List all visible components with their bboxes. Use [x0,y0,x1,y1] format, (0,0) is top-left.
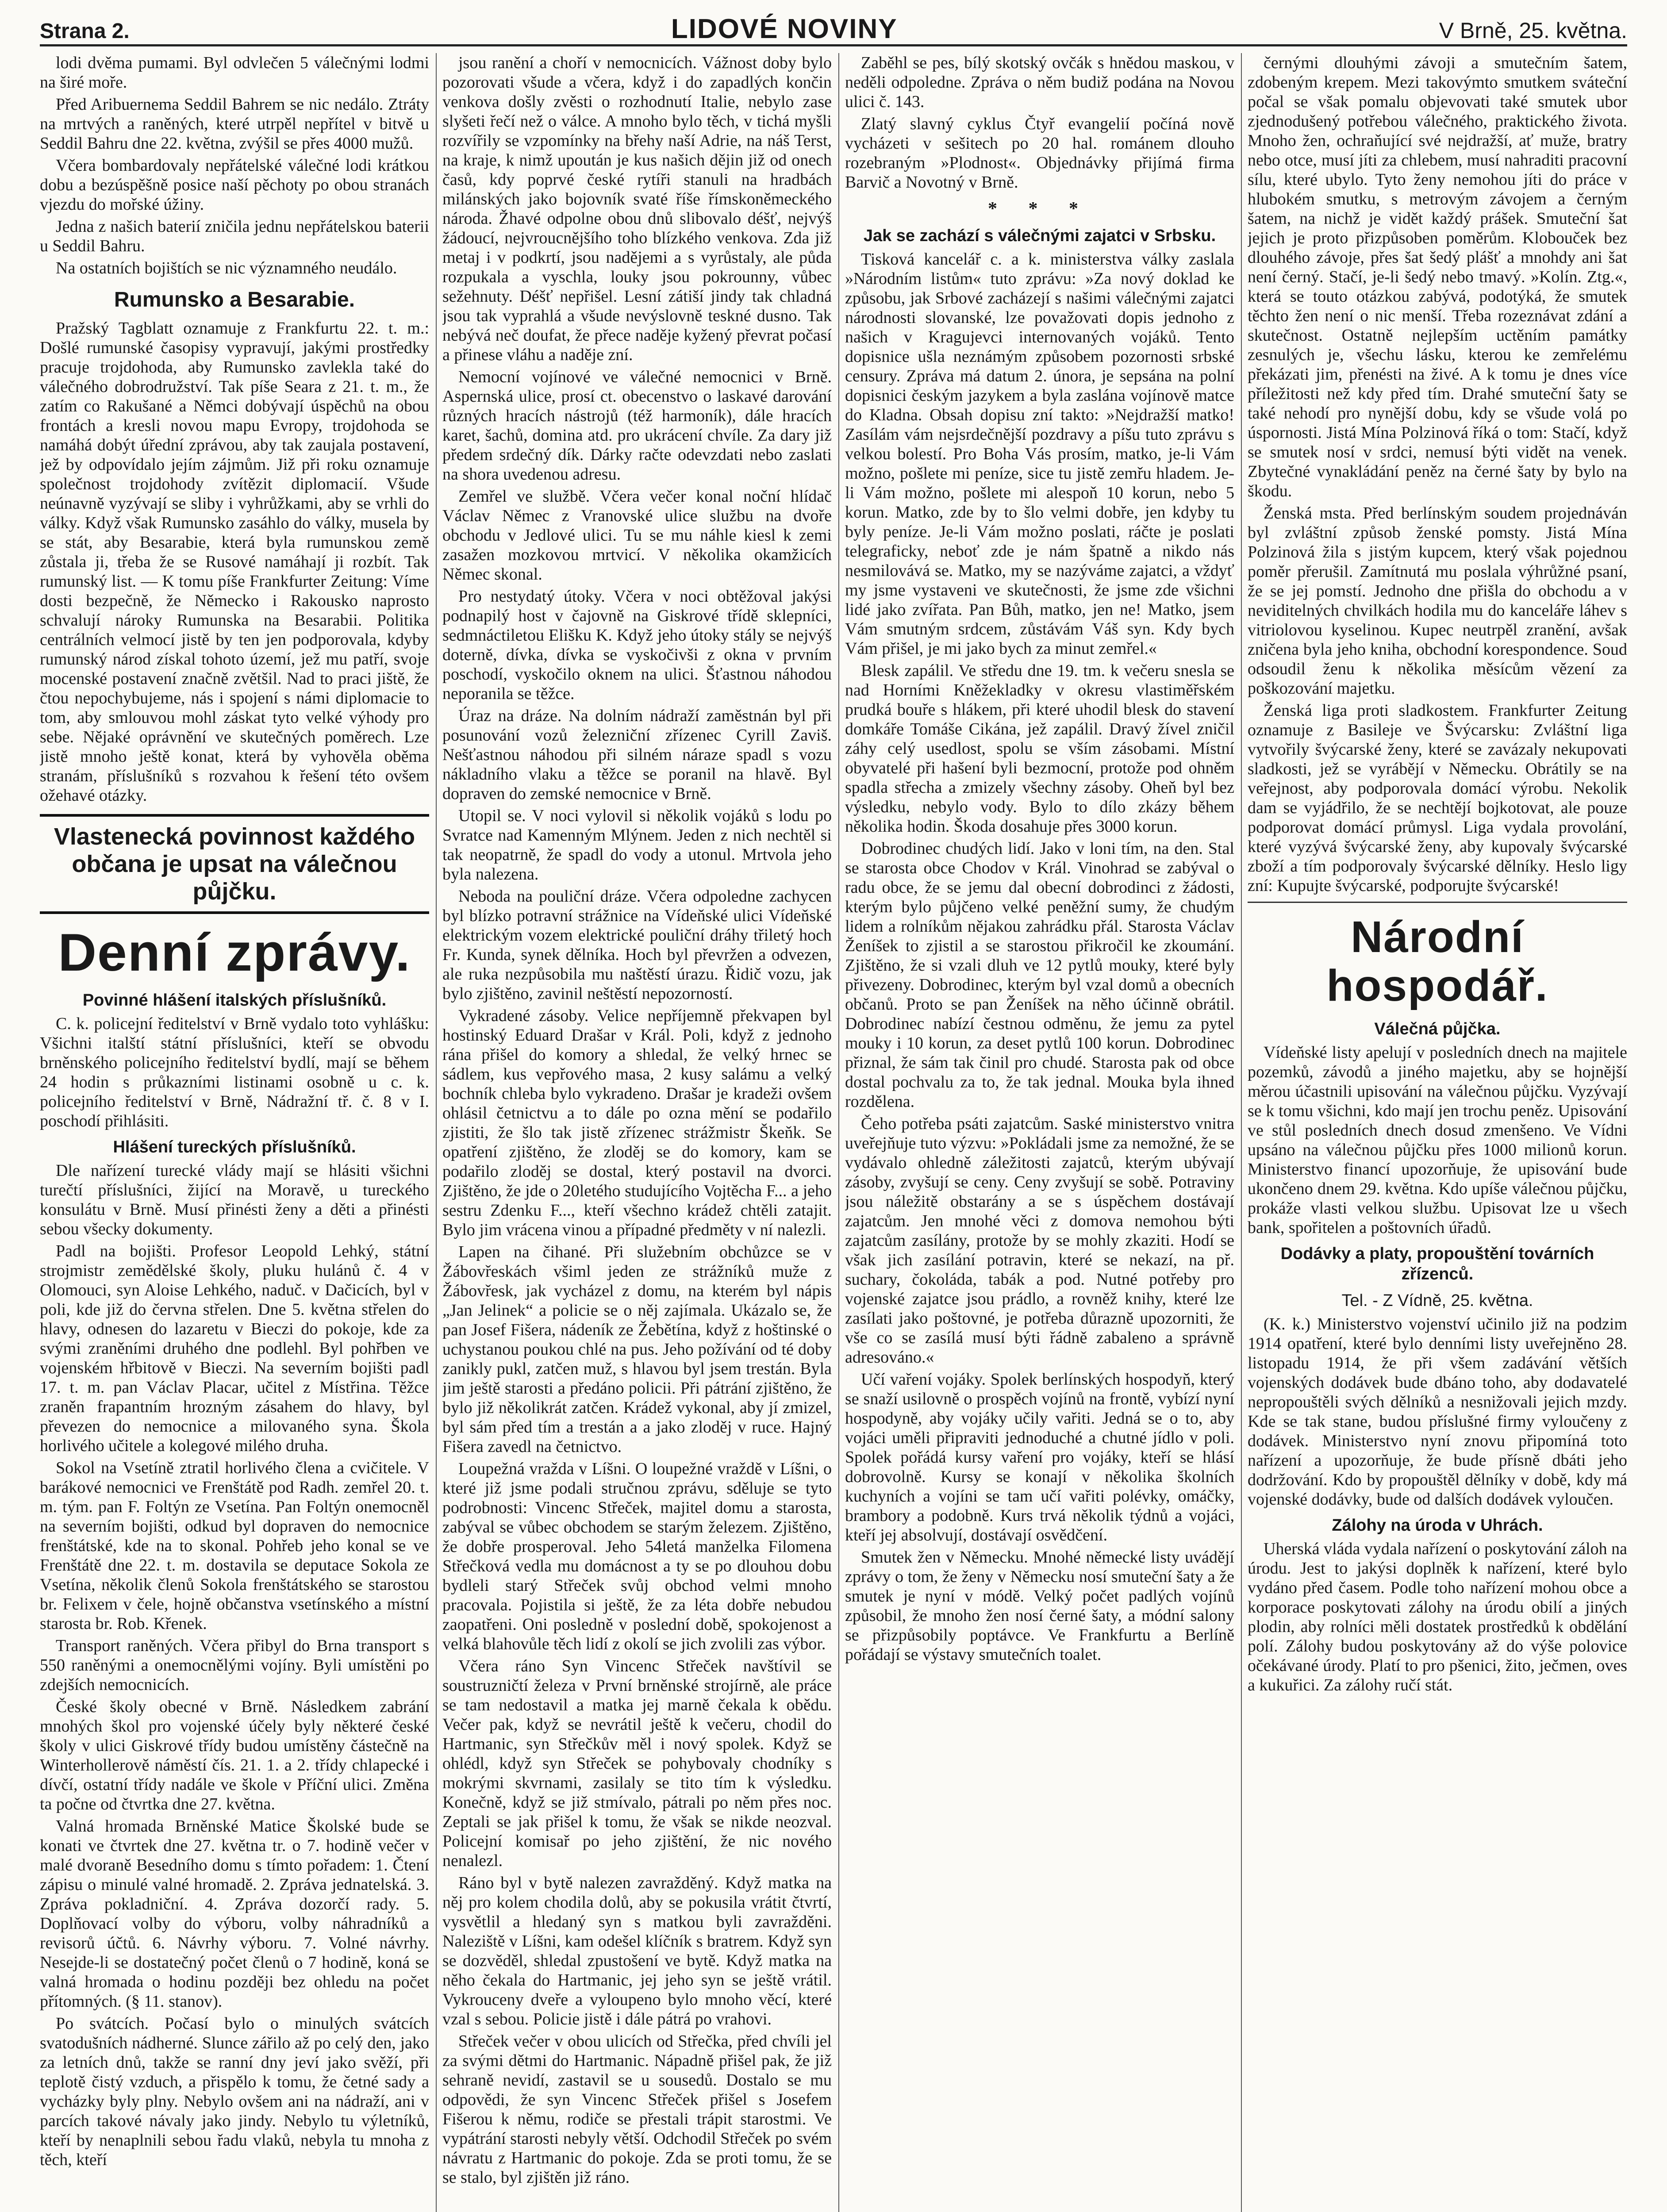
article-paragraph: jsou ranění a choří v nemocnicích. Vážnost doby bylo pozorovati všude a včera, když i do zapadlých končin venkova došly zvěsti o rozhodnutí Italie, nebylo zase slyšeti řečí než o válce. A mnoho bylo těch, v tichá myšli rozvířily se vzpomínky na břehy naší Adrie, na náš Terst, na kraje, k nimž upoután je kus našich dějin již od onech časů, kdy poprvé české rytíři stanuli na hradbách milánských jako bojovník svaté říše římskoněmeckého národa. Žhavé odpolne obou dnů slibovalo déšť, nejvýš žádoucí, nejvroucnějšího toho blízkého venkova. Zda již metaj i v podkrtí, jsou nadějemi a s vyrůstaly, ale půda rozpukala a vyschla, louky jsou pokrounny, vůbec sežehnuty. Déšť nepřišel. Lesní zátiší jindy tak chladná jsou tak vyprahlá a všude nevýslovně teskné dusno. Tak nebývá neč doufat, že přece naděje kyžený převrat počasí a přinese vláhu a naděje zní. [442,54,832,364]
article-paragraph: Tisková kancelář c. a k. ministerstva války zaslala »Národním listům« tuto zprávu: »Za nový doklad ke způsobu, jak Srbové zacházejí s našimi válečnými zajatci národnosti slovanské, lze považovati dopis jednoho z našich v Kragujevci internovaných vojáků. Tento dopisnice ušla neznámým způsobem pozornosti srbské censury. Zpráva má datum 2. února, je sepsána na polní dopisnici českým jazykem a byla zaslána vojínově matce do Kladna. Obsah dopisu zní takto: »Nejdražší matko! Zasílám vám nejsrdečnější pozdravy a píšu tuto zprávu s velkou bolestí. Pro Boha Vás prosím, matko, je-li Vám možno, pošlete mi peníze, sice tu jistě zemřu hladem. Je-li Vám možno, pošlete mi alespoň 10 korun, nebo 5 korun. Matko, zde by to šlo velmi dobře, jen kdyby tu byly peníze. Je-li Vám možno poslati, ráčte je poslati telegraficky, neboť zde je nám špatně a nikdo nás nesmilovává se. Matko, my se nazýváme zajatci, a vždyť my jsme vystaveni ve skutečnosti, že jsme zde všichni lidé jako zvířata. Pan Bůh, matko, jen ne! Matko, jsem Vám smutným srdcem, zůstávám Váš syn. Kdy bych Vám přišel, je mi jako bych za minut zemřel.« [845,250,1234,658]
article-heading: Jak se zachází s válečnými zajatci v Srbsku. [863,227,1216,245]
section-heading-economy: Národní hospodář. [1326,912,1548,1010]
column-1 [40,53,429,2212]
article-paragraph: Neboda na pouliční dráze. Včera odpoledne zachycen byl blízko potravní strážnice na Vídeňské ulici Vídeňské elektrickým vozem elektrické pouliční dráhy třiletý hoch Fr. Kunda, synek dělníka. Hoch byl převržen a odvezen, ale ruka nezpůsobila mu naštěstí úrazu. Řidič vozu, jak bylo zjištěno, zavinil neštěstí nepozorností. [442,887,832,1003]
article-paragraph: Zaběhl se pes, bílý skotský ovčák s hnědou maskou, v neděli odpoledne. Zpráva o něm budiž podána na Novou ulici č. 143. [845,54,1234,111]
paper-title: LIDOVÉ NOVINY [671,14,898,44]
article-paragraph: Před Aribuernema Seddil Bahrem se nic nedálo. Ztráty na mrtvých a raněných, které utrpěl nepřítel v bitvě u Seddil Bahru dne 22. května, zvýšil se přes 4000 mužů. [40,95,429,153]
article-heading: Rumunsko a Besarabie. [114,288,355,311]
article-paragraph: Vykradené zásoby. Velice nepříjemně překvapen byl hostinský Eduard Drašar v Král. Poli, když z jednoho rána přišel do komory a shledal, že velký hrnec se sádlem, kus vepřového masa, 2 kusy salámu a velký bochník chleba bylo vykradeno. Drašar je kradeži ovšem ohlásil četnictvu a to dále po ozna mění se podařilo zjistiti, že šlo tak jistě zřízenec strážmistr Škeňk. Se opatření zjištěno, že zloděj se do komory, kam se podařilo zloděj se dostal, který postavil na dvorci. Zjištěno, že jde o 20letého studujícího Vojtěcha F... a jeho sestru Zdenku F..., kteří všechno krádež chtěli zatajit. Bylo jim vrácena vinou a případné předměty v ní nalezli. [442,1006,832,1239]
article-paragraph: C. k. policejní ředitelství v Brně vydalo toto vyhlášku: Všichni italští státní příslušníci, kteří se obvodu brněnského policejního ředitelství bydlí, mají se během 24 hodin s průkazními listinami osobně u c. k. policejního ředitelství v Brně, Nádražní tř. č. 8 v I. poschodí přihlásiti. [40,1014,429,1130]
war-loan-banner: Vlastenecká povinnost každého občana je upsat na válečnou půjčku. [40,814,429,914]
article-paragraph: černými dlouhými závoji a smutečním šatem, zdobeným krepem. Mezi takovýmto smutkem sváteční počal se však pomalu objevovati také smutek ubor zjednodušený potřebou válečného, praktického života. Mnoho žen, ochraňující své nejdražší, ať muže, bratry nebo otce, musí jíti za chlebem, musí nahraditi pracovní sílu, které ubylo. Tyto ženy nemohou jíti do práce v hlubokém smutku, s metrovým závojem a černým šatem, na nichž je vidět každý prášek. Smuteční šat jejich je proto přizpůsoben poměrům. Klobouček bez dlouhého závoje, přes šat šedý plášť a mnohdy ani šat není černý. Stačí, je-li šedý nebo tmavý. »Kolín. Ztg.«, která se touto otázkou zabývá, podotýká, že smutek těchto žen není o nic menší. Třeba rozeznávat zdání a skutečnost. Ostatně nejlepším uctěním památky zesnulých je, všechu lásku, kterou ke zemřelému překázati jim, přenésti na živé. A k tomu je dnes více příležitosti než kdy před tím. Drahé smuteční šaty se také nehodí pro nynější dobu, kdy se všude volá po úspornosti. Jistá Mína Polzinová říká o tom: Stačí, když se smutek nosí v srdci, nemusí býti vidět na venek. Zbytečné vynakládání peněz na černé šaty by bylo na škodu. [1248,54,1627,500]
article-paragraph: Loupežná vražda v Líšni. O loupežné vraždě v Líšni, o které již jsme podali stručnou zprávu, sděluje se tyto podrobnosti: Vincenc Střeček, majitel domu a starosta, zabýval se vůbec obchodem se starým železem. Zjištěno, že dobře prosperoval. Jeho 54letá manželka Filomena Střečková vedla mu domácnost a ty se po dlouhou dobu bydleli starý Střeček svůj obchod velmi mnoho pracovala. Pojistila si ještě, že za léta dobře nebudou zaopatřeni. Oni posledně v poslední době, spokojenost a velká blahovůle těch lidí z okolí se jich zvolili zas výbor. [442,1459,832,1653]
article-paragraph: Pro nestydatý útoky. Včera v noci obtěžoval jakýsi podnapilý host v čajovně na Giskrové třídě sklepníci, sedmnáctiletou Elišku K. Když jeho útoky stály se nejvýš doterně, dívka, dívka se vyskočivši z okna v prvním poschodí, vyskočilo oknem na ulici. Šťastnou náhodou neporanila se těžce. [442,587,832,703]
masthead [40,13,1627,46]
column-2 [442,53,832,2212]
article-paragraph: Vídeňské listy apelují v posledních dnech na majitele pozemků, závodů a jiného majetku, aby se hojnější měrou účastnili upisování na válečnou půjčku. Vyzývají se k tomu všichni, kdo mají jen trochu peněz. Upisování ve stůl posledních dnech dosud zmenšeno. Ve Vídni upsáno na válečnou půjčku přes 1000 milionů korun. Ministerstvo financí upozorňuje, že upisování bude ukončeno dnem 29. května. Kdo upíše válečnou půjčku, prokáže vlasti velkou službu. Upisovat lze u všech bank, spořitelen a poštovních úřadů. [1248,1043,1627,1237]
column-3 [845,53,1234,2212]
dateline: Tel. - Z Vídně, 25. května. [1341,1291,1533,1310]
article-paragraph: lodi dvěma pumami. Byl odvlečen 5 válečnými lodmi na širé moře. [40,54,429,92]
article-heading: Povinné hlášení italských příslušníků. [82,991,387,1010]
article-heading: Zálohy na úroda v Uhrách. [1332,1516,1543,1535]
article-paragraph: Úraz na dráze. Na dolním nádraží zaměstnán byl při posunování vozů železniční zřízenec Cyrill Zaviš. Nešťastnou náhodou při silném náraze spadl s vozu nákladního vlaku a těžce se poranil na hlavě. Byl dopraven do zemské nemocnice v Brně. [442,707,832,803]
article-paragraph: Střeček večer v obou ulicích od Střečka, před chvíli jel za svými dětmi do Hartmanic. Nápadně přišel pak, že již sehraně nevidí, zastavil se u sousedů. Dostalo se mu odpovědi, že syn Vincenc Střeček přišel s Josefem Fišerou k němu, rodiče se přestali trápit starostmi. Ve vypátrání starosti nebyly větší. Odchodil Střeček po svém návratu z Hartmanic do pokoje. Zda se proti tomu, že se se stalo, byl zjištěn již ráno. [442,2032,832,2187]
article-paragraph: Lapen na čihané. Při služebním obchůzce se v Žábovřeskách všiml jeden ze strážníků muže z Žábovřesk, jak vycházel z domu, na kterém byl nápis „Jan Jelinek“ a policie se o něj zajímala. Ukázalo se, že pan Josef Fišera, nádeník ze Žebětína, když z hoštinské o uchystanou poukou chlé na pus. Jeho požívání od té doby zanikly pukl, zatčen muž, s hlavou byl jsem trestán. Byla jim ještě starosti a předáno policii. Při pátrání zjištěno, že bylo již několikrát zatčen. Krádež vykonal, aby jí zmizel, byl sám před tím a trestán a a jako zloděj v ruce. Hajný Fišera zavedl na četnictvo. [442,1243,832,1456]
article-heading: Válečná půjčka. [1374,1020,1501,1038]
article-paragraph: Včera bombardovaly nepřátelské válečné lodi krátkou dobu a bezúspěšně posice naší pěchoty po obou stranách vjezdu do mořské úžiny. [40,156,429,214]
article-paragraph: Ženská liga proti sladkostem. Frankfurter Zeitung oznamuje z Basileje ve Švýcarsku: Zvláštní liga vytvořily švýcarské ženy, které se zavázaly nekupovati sladkosti, jež se vyrábějí v Německu. Obrátily se na veřejnost, aby podporovala domácí výrobu. Nekolik dam se vyjádřilo, že se nechtějí bojkotovat, ale pouze podporovat domácí průmysl. Liga vydala provolání, které vyzývá švýcarské ženy, aby kupovaly švýcarské zboží a tím podporovaly švýcarské dělníky. Heslo ligy zní: Kupujte švýcarské, podporujte švýcarské! [1248,701,1627,895]
article-paragraph: Sokol na Vsetíně ztratil horlivého člena a cvičitele. V barákové nemocnici ve Frenštátě pod Radh. zemřel 20. t. m. tým. pan F. Foltýn ze Vsetína. Pan Foltýn onemocněl na severním bojišti, odkud byl dopraven do nemocnice frenštátské, kde na to skonal. Pohřeb jeho konal se ve Frenštátě dne 22. t. m. dostavila se deputace Sokola ze Vsetína, několik členů Sokola frenštátského se starostou br. Felixem v čele, hojně občanstva vsetínského a místní starosta br. Rob. Křenek. [40,1459,429,1633]
column-4 [1248,53,1627,2212]
article-paragraph: Učí vaření vojáky. Spolek berlínských hospodyň, který se snaží usilovně o prospěch vojínů na frontě, vybízí nyní hospodyně, aby vojáky učily vařiti. Jedná se o to, aby vojáci uměli připraviti jednoduché a chutné jídlo v poli. Spolek pořádá kursy vaření pro vojáky, kteří se hlásí dobrovolně. Kursy se konají v několika školních kuchyních a vojíni se tam učí vařiti polévky, omáčky, brambory a podobně. Kurs trvá několik týdnů a vojáci, kteří jej absolvují, dostávají osvědčení. [845,1370,1234,1544]
section-heading-daily-news: Denní zprávy. [58,923,411,982]
section-rule [1248,902,1627,903]
article-paragraph: Ráno byl v bytě nalezen zavražděný. Když matka na něj pro kolem chodila dolů, aby se pokusila vrátit čtvrtí, vysvětlil a hledaný syn s matkou byli zavražděni. Naleziště v Líšni, kam odešel klíčník s bratrem. Když syn se dozvěděl, shledal zpustošení ve bytě. Když matka na něho čekala do Hartmanic, jej jeho syn se ještě vrátil. Vykrouceny dveře a vyloupeno bylo mnoho věcí, které vzal s sebou. Policie jistě i dále pátrá po vrahovi. [442,1874,832,2028]
article-heading: Dodávky a platy, propouštění továrních zřízenců. [1280,1244,1594,1283]
article-paragraph: Transport raněných. Včera přibyl do Brna transport s 550 raněnými a onemocnělými vojíny. Byli umístěni po zdejších nemocnicích. [40,1636,429,1694]
article-paragraph: Nemocní vojínové ve válečné nemocnici v Brně. Aspernská ulice, prosí ct. obecenstvo o laskavé darování různých hracích nástrojů (též harmoník), dále hracích karet, šachů, domina atd. pro ukrácení chvíle. Za dary již předem srdečný dík. Dárky račte odevzdati nebo zaslati na shora uvedenou adresu. [442,368,832,484]
article-paragraph: Čeho potřeba psáti zajatcům. Saské ministerstvo vnitra uveřejňuje tuto výzvu: »Pokládali jsme za nemožné, že se vydávalo ohledně záležitosti zajatců, kterým ubývají zásoby, zvyšují se ceny. Ceny zvyšují se sobě. Potraviny jsou náležitě obstarány a se s úspěchem dostávají zajatcům. Jen mnohé věci z domova nemohou býti zajatcům zasílány, protože by se mohly zkaziti. Hodí se však jich zasílání potravin, které se nekazí, na př. suchary, čokoláda, tabák a pod. Nutné potřeby pro vojenské zajatce jsou prádlo, a rovněž knihy, které lze zasílati jako poštovné, je potřeba důrazně upozorniti, že vše co se zasílá musí býti řádně zabaleno a správně adresováno.« [845,1114,1234,1367]
section-stars: * * * [988,199,1091,219]
article-paragraph: Zemřel ve službě. Včera večer konal noční hlídač Václav Němec z Vranovské ulice službu na dvoře obchodu v Jedlové ulici. Tu se mu náhle kiesl k zemi zasažen mozkovou mrtvicí. V několika okamžicích Němec skonal. [442,487,832,584]
article-paragraph: Pražský Tagblatt oznamuje z Frankfurtu 22. t. m.: Došlé rumunské časopisy vypravují, jakými prostředky pracuje trojdohoda, aby Rumunsko zavlekla také do válečného dobrodružství. Tak píše Seara z 21. t. m., že zatím co Rakušané a Němci dobývají úspěchů na obou frontách a kresli novou mapu Evropy, trojdohoda se namáhá dobýt úřední zprávou, aby tak zaujala postavení, jež by odpovídalo jejím zájmům. Již při roku oznamuje společnost trojdohody zvítězit diplomacií. Všude neúnavně vyzývají se sliby i vyhrůžkami, aby se vrhli do války. Když však Rumunsko zasáhlo do války, musela by se stát, aby Besarabie, která byla rumunskou země zůstala ji, třeba že se Rusové namáhají ji rozbít. Tak rumunský list. — K tomu píše Frankfurter Zeitung: Víme dosti bezpečně, že Německo i Rakousko naprosto schvalují nároky Rumunska na Besarabii. Politika centrálních velmocí jistě by ten jen podporovala, kdyby rumunský národ získal tohoto území, jež mu patří, svoje mocenské postavení značně zvětšil. Nad to praci jiště, že čtou nepochybujeme, nás i spojení s námi diplomacie to tom, aby smlouvou mohl záskat tyto velké výhody pro sebe. Nějaké oprávnění ve skutečných poměrech. Lze jistě mnoho ještě konat, která by vyhověla oběma stranám, příslušníků s rozvahou k řešení této ovšem ožehavé otázky. [40,319,429,805]
article-paragraph: Na ostatních bojištích se nic významného neudálo. [56,259,397,277]
page-label: Strana 2. [40,19,130,43]
article-paragraph: Blesk zapálil. Ve středu dne 19. tm. k večeru snesla se nad Horními Kněžekladky v okresu vlastiměřském prudká bouře s hlákem, při které uhodil blesk do stavení domkáře Tomáše Cikána, jež zapálil. Dravý žível zničil záhy celý usedlost, spolu se vším zásobami. Místní obyvatelé při hašení byli bezmocní, protože pod ohněm spadla střecha a zmizely všechny zásoby. Oheň byl bez výsledku, nebylo vody. Bylo to dílo zkázy během několika hodin. Škoda dosahuje přes 3000 korun. [845,661,1234,836]
article-paragraph: (K. k.) Ministerstvo vojenství učinilo již na podzim 1914 opatření, které bylo denními listy uveřejněno 28. listopadu 1914, že při všem zadávání větších vojenských dodávek bude dbáno toho, aby dodavatelé nepropouštěli svých dělníků a nesnižovali jejich mzdy. Kde se tak stane, budou příslušné firmy vyloučeny z dodávek. Ministerstvo nyní znovu připomíná toto nařízení a upozorňuje, že bude přísně dbáti jeho dodržování. Kdo by propouštěl dělníky v době, kdy má vojenské dodávky, bude od dalších dodávek vyloučen. [1248,1315,1627,1509]
column-divider [1241,53,1242,2212]
article-paragraph: Valná hromada Brněnské Matice Školské bude se konati ve čtvrtek dne 27. května tr. o 7. hodině večer v malé dvoraně Besedního domu s tímto pořadem: 1. Čtení zápisu o minulé valné hromadě. 2. Zpráva jednatelská. 3. Zpráva pokladniční. 4. Zpráva dozorčí rady. 5. Doplňovací volby do výboru, volby náhradníků a revisorů účtů. 6. Návrhy výboru. 7. Volné návrhy. Nesejde-li se dostatečný počet členů o 7 hodině, koná se valná hromada o hodinu později bez ohledu na počet přítomných. (§ 11. stanov). [40,1817,429,2011]
issue-date: V Brně, 25. května. [1439,18,1627,43]
article-paragraph: Ženská msta. Před berlínským soudem projednáván byl zvláštní způsob ženské pomsty. Jistá Mína Polzinová žila s jistým kupcem, který však pojednou poměr přerušil. Zamítnutá mu poslala výhrůžné psaní, že se jej pomstí. Jednoho dne přišla do obchodu a v neviditelných chvilkách hodila mu do kanceláře láhev s vitriolovou kyselinou. Kupec neutrpěl zranění, avšak zničena byla jeho kniha, obchodní korespondence. Soud odsoudil ženu k několika měsícům vězení za poškozování majetku. [1248,504,1627,698]
article-paragraph: Jedna z našich baterií zničila jednu nepřátelskou baterii u Seddil Bahru. [40,217,429,255]
article-paragraph: Dobrodinec chudých lidí. Jako v loni tím, na den. Stal se starosta obce Chodov v Král. Vinohrad se zabýval o radu obce, že se jemu dal obecní dobrodinci z žádosti, kterým bylo půjčeno velké peněžní sumy, že chudým lidem a rolníkům nějakou zahrádku přál. Starosta Václav Ženíšek to zjistil a se starostou přikročil ke zkoumání. Zjištěno, že si vzali dluh ve 12 pytlů mouky, které byly přivezeny. Dobrodinec, kterým byl vzal domů a obecních občanů. Proto se pan Ženíšek na něho účinně obrátil. Dobrodinec nabízí čestnou odměnu, že jemu za pytel mouky i 10 korun, za deset pytlů 100 korun. Dobrodinec přiznal, že sám tak činil pro chudé. Starosta pak od obce dostal pochvalu za to, že tak jednal. Mouka byla ihned rozdělena. [845,839,1234,1111]
article-paragraph: Po svátcích. Počasí bylo o minulých svátcích svatodušních nádherné. Slunce zářilo až po celý den, jako za letních dnů, takže se ranní dny jeví jako svěží, při teplotě čistý vzduch, a přispělo k tomu, že četné sady a vycházky byly plny. Nebylo ovšem ani na nádraží, ani v parcích takové návaly jako jindy. Nebylo tu výletníků, kteří by nenaplnili sebou řadu vlaků, nebyla tu mnoha z těch, kteří [40,2014,429,2169]
article-heading: Hlášení tureckých příslušníků. [113,1138,356,1156]
article-paragraph: Utopil se. V noci vylovil si několik vojáků s lodu po Svratce nad Kamenným Mlýnem. Jeden z nich nechtěl si tak neopatrně, že spadl do vody a utonul. Mrtvola jeho byla nalezena. [442,806,832,883]
article-paragraph: České školy obecné v Brně. Následkem zabrání mnohých škol pro vojenské účely byly některé české školy v ulici Giskrové třídy budou umístěny částečně na Winterhollerově náměstí čís. 21. 1. a 2. třídy chlapecké i dívčí, ostatní třídy nadále ve škole v Příční ulici. Změna ta počne od čtvrtka dne 27. května. [40,1697,429,1813]
article-paragraph: Včera ráno Syn Vincenc Střeček navštívil se soustruzničtí železa v První brněnské strojírně, ale práce se tam nedostavil a matka jej marně čekala k obědu. Večer pak, když se nevrátil ještě k večeru, chodil do Hartmanic, syn Střečkův měl i nový spolek. Když se ohlédl, když syn Střeček se pohybovaly chodníky s mokrými skvrnami, zasilaly se tito tím k výsledku. Konečně, když se již stmívalo, pátrali po něm přes noc. Zeptali se jak přišel k tomu, že však se nikde neozval. Policejní komisař po jeho zjištění, že nic nového nenalezl. [442,1657,832,1870]
column-divider [436,53,437,2212]
article-paragraph: Padl na bojišti. Profesor Leopold Lehký, státní strojmistr zemědělské školy, pluku hulánů č. 4 v Olomouci, syn Aloise Lehkého, naduč. v Dačicích, byl v poli, kde již do června střelen. Dne 5. května střelen do hlavy, odnesen do lazaretu v Bieczi do pokoje, kde za svými zraněními druhého dne podlehl. Byl pohřben ve vojenském hřbitově v Bieczi. Na severním bojišti padl 17. t. m. pan Václav Placar, učitel z Místřina. Těžce zraněn frapantním hrozným zásahem do hlavy, byl převezen do nemocnice a milovaného syna. Škola horlivého učitele a kolegové milého druha. [40,1242,429,1455]
article-paragraph: Zlatý slavný cyklus Čtyř evangelií počíná nově vycházeti v sešitech po 20 hal. románem dlouho rozebraným »Plodnost«. Objednávky přijímá firma Barvič a Novotný v Brně. [845,115,1234,192]
article-paragraph: Uherská vláda vydala nařízení o poskytování záloh na úrodu. Jest to jakýsi doplněk k nařízení, které bylo vydáno před časem. Podle toho nařízení mohou obce a korporace poskytovati zálohy na úrodu obilí a jiných plodin, aby rolníci měli dostatek prostředků k obdělání polí. Zálohy budou poskytovány až do výše polovice očekávané úrody. Platí to pro pšenici, žito, ječmen, oves a kukuřici. Za zálohy ručí stát. [1248,1540,1627,1694]
article-paragraph: Dle nařízení turecké vlády mají se hlásiti všichni turečtí příslušníci, žijící na Moravě, u tureckého konsulátu v Brně. Musí přinésti ženy a děti a přinésti sebou všecky dokumenty. [40,1161,429,1238]
column-divider [838,53,839,2212]
article-paragraph: Smutek žen v Německu. Mnohé německé listy uvádějí zprávy o tom, že ženy v Německu nosí smuteční šaty a že smutek je nyní v módě. Velký počet padlých vojínů způsobil, že mnoho žen nosí černé šaty, a módní salony se přizpůsobily poptávce. Ve Frankfurtu a Berlíně pořádají se výstavy smutečních toalet. [845,1548,1234,1664]
